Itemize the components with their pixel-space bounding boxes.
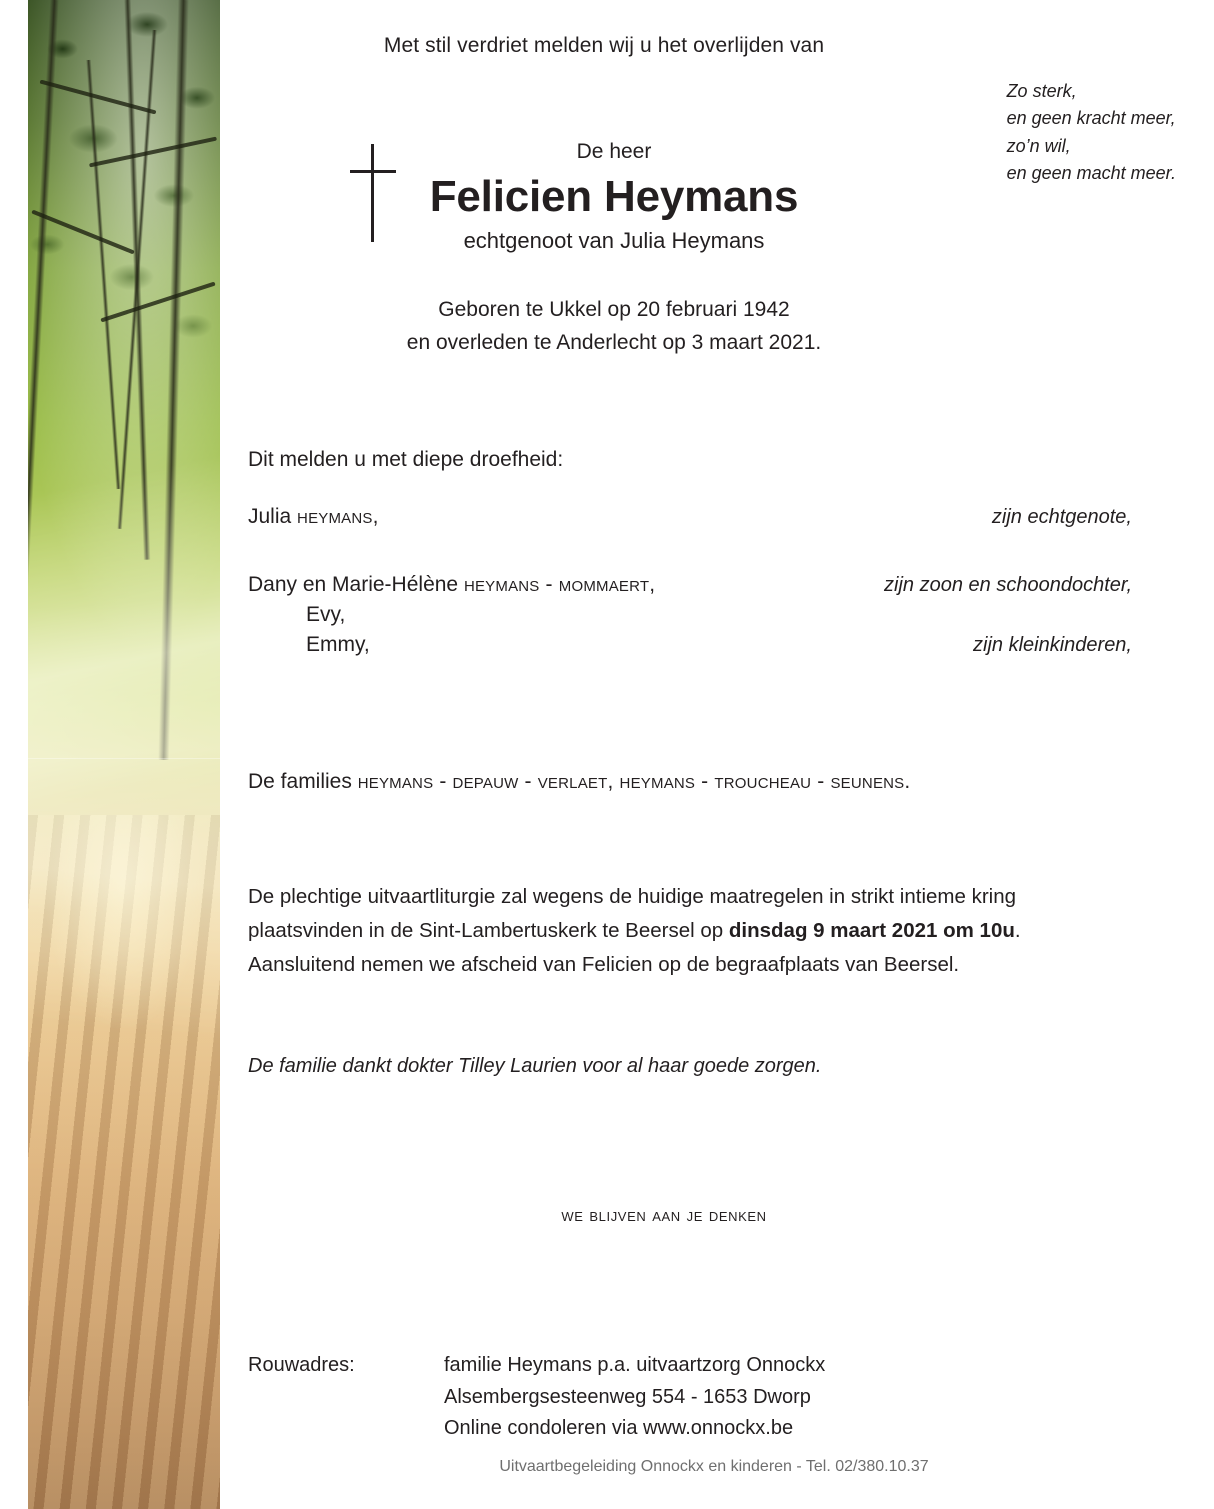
birth-line: Geboren te Ukkel op 20 februari 1942 bbox=[438, 298, 790, 321]
deceased-name: Felicien Heymans bbox=[429, 172, 799, 221]
photo-seam-line bbox=[28, 758, 220, 759]
life-dates bbox=[264, 294, 964, 359]
family-name: Emmy, bbox=[306, 633, 370, 656]
families-names: heymans - depauw - verlaet, heymans - troucheau - seunens. bbox=[357, 770, 911, 793]
funeral-home-footer: Uitvaartbegeleiding Onnockx en kinderen - Tel. 02/380.10.37 bbox=[499, 1458, 929, 1475]
service-text-part2: . Aansluitend nemen we afscheid van Felicien op de begraafplaats van Beersel. bbox=[248, 919, 1021, 977]
family-relation: zijn zoon en schoondochter, bbox=[884, 574, 1132, 596]
poem-block bbox=[1007, 78, 1176, 187]
address-line-3: Online condoleren via www.onnockx.be bbox=[444, 1417, 794, 1440]
family-name-caps: heymans - mommaert, bbox=[463, 573, 656, 596]
mourning-lead-text: Dit melden u met diepe droefheid: bbox=[248, 448, 564, 471]
death-line: en overleden te Anderlecht op 3 maart 2021. bbox=[406, 330, 822, 354]
spouse-line: echtgenoot van Julia Heymans bbox=[463, 228, 765, 253]
remembrance-line: we blijven aan je denken bbox=[561, 1205, 767, 1226]
service-text-part1: De plechtige uitvaartliturgie zal wegens de huidige maatregelen in strikt intieme kring plaatsvinden in de Sint-Lambertuskerk te Beersel op bbox=[248, 885, 1017, 943]
family-name bbox=[248, 505, 379, 529]
family-relation: zijn kleinkinderen, bbox=[973, 634, 1132, 656]
family-name: Evy, bbox=[306, 603, 346, 626]
memorial-card-content bbox=[244, 0, 1184, 1509]
poem-line-4: en geen macht meer. bbox=[1006, 163, 1176, 184]
family-name-caps: heymans, bbox=[297, 505, 379, 528]
address-line-2: Alsembergsesteenweg 554 - 1653 Dworp bbox=[444, 1385, 811, 1408]
family-relation: zijn echtgenote, bbox=[991, 506, 1132, 528]
deceased-block bbox=[264, 140, 964, 359]
photo-sun-rays bbox=[28, 0, 220, 1509]
family-list bbox=[248, 505, 1132, 663]
family-name bbox=[248, 573, 655, 597]
service-details bbox=[248, 880, 1068, 982]
family-row bbox=[248, 603, 1132, 627]
family-row bbox=[248, 505, 1132, 529]
family-name-plain: Julia bbox=[248, 505, 298, 528]
address-lines bbox=[444, 1350, 825, 1445]
poem-line-3: zo’n wil, bbox=[1006, 135, 1071, 156]
honorific: De heer bbox=[576, 140, 652, 163]
mourning-address bbox=[248, 1350, 825, 1445]
address-label: Rouwadres: bbox=[248, 1354, 355, 1376]
families-prefix: De families bbox=[248, 770, 358, 793]
announcement-text: Met stil verdriet melden wij u het overlijden van bbox=[383, 34, 825, 57]
poem-line-1: Zo sterk, bbox=[1006, 81, 1077, 101]
poem-line-2: en geen kracht meer, bbox=[1006, 108, 1176, 129]
extended-families-line bbox=[248, 770, 910, 794]
thanks-note: De familie dankt dokter Tilley Laurien voor al haar goede zorgen. bbox=[248, 1055, 822, 1077]
family-row bbox=[248, 633, 1132, 657]
family-row bbox=[248, 573, 1132, 597]
forest-photo-strip bbox=[28, 0, 220, 1509]
address-line-1: familie Heymans p.a. uitvaartzorg Onnockx bbox=[444, 1354, 826, 1376]
family-name-plain: Dany en Marie-Hélène bbox=[248, 573, 464, 596]
service-datetime: dinsdag 9 maart 2021 om 10u bbox=[728, 919, 1015, 943]
